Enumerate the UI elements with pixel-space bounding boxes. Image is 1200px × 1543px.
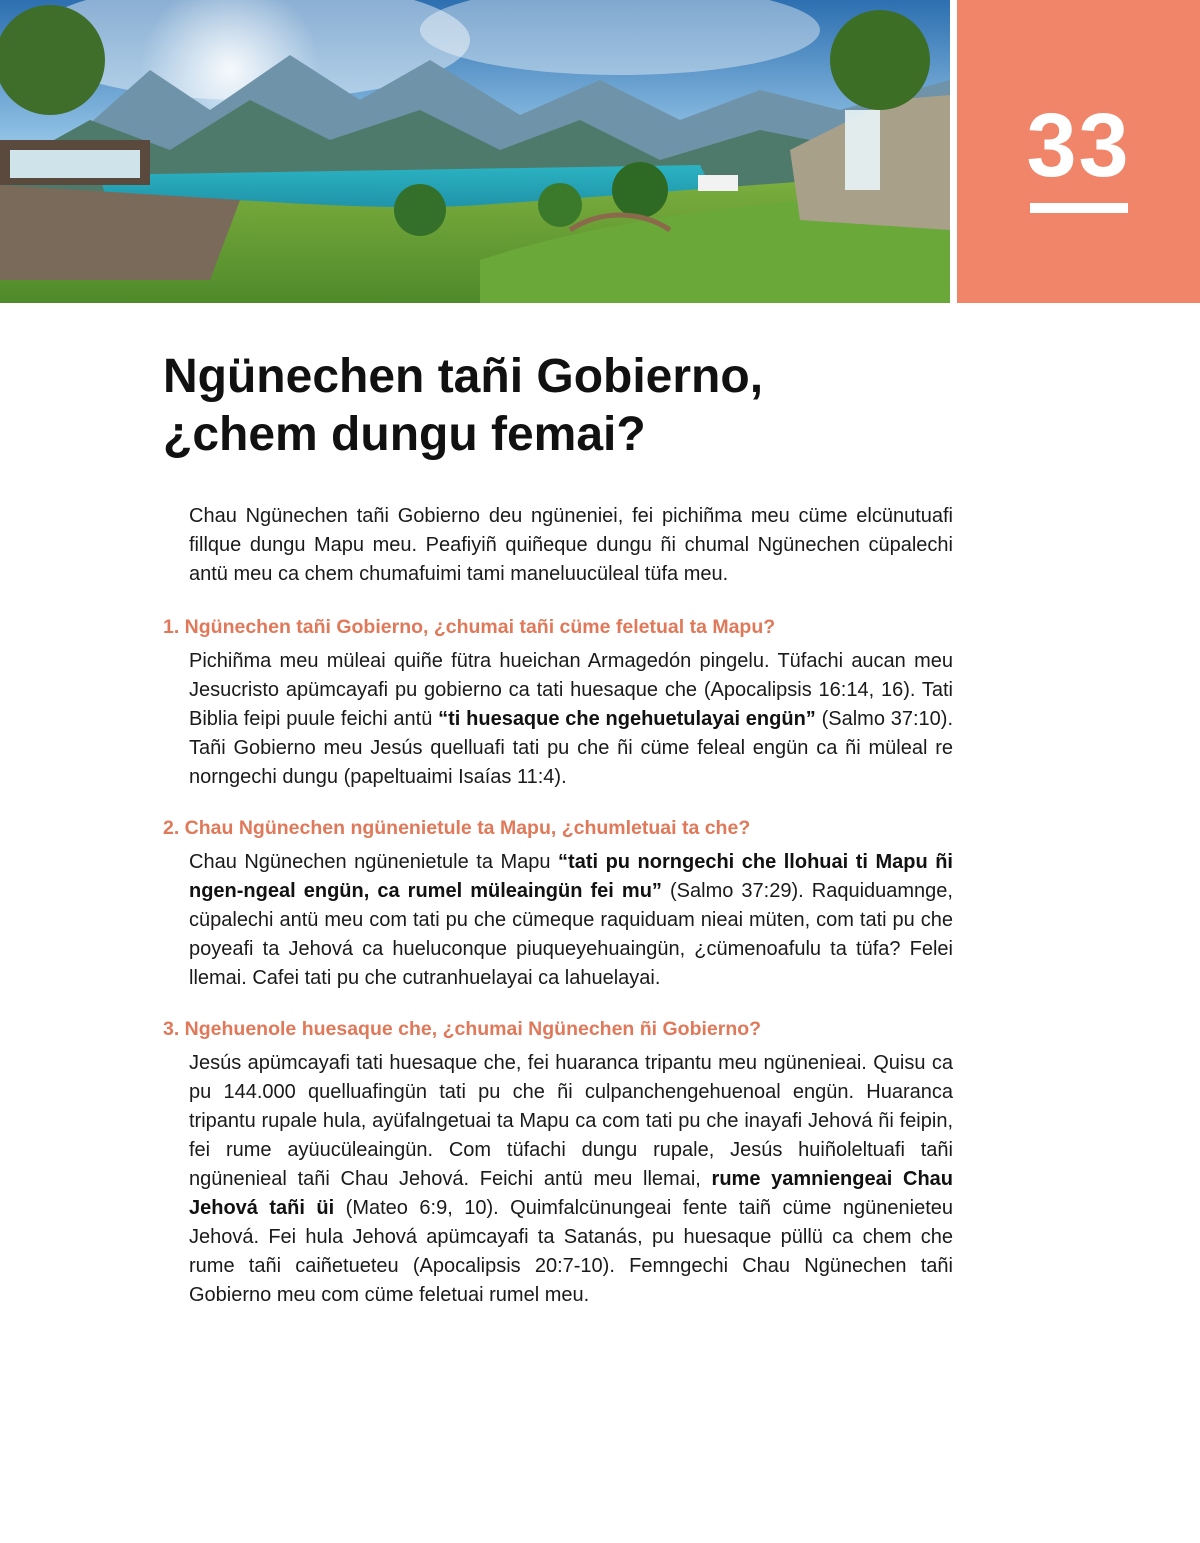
lesson-body — [163, 502, 953, 1332]
question-heading: 3. Ngehuenole huesaque che, ¿chumai Ngünechen ñi Gobierno? — [163, 1018, 762, 1040]
lesson-number-tab — [957, 0, 1200, 303]
title-line-2: ¿chem dungu femai? — [163, 408, 646, 461]
section-paragraph — [189, 1049, 953, 1310]
question-heading: 2. Chau Ngünechen ngünenietule ta Mapu, ¿chumletuai ta che? — [163, 817, 751, 839]
paragraph-text: (Salmo 37:10). Tañi Gobierno meu Jesús quelluafi tati pu che ñi cüme feleal engün ca ñi müleal re norngechi dungu (papeltuaimi Isaías 11:4). — [189, 708, 953, 788]
paragraph-text: (Mateo 6:9, 10). Quimfalcünungeai fente taiñ cüme ngünenieteu Jehová. Fei hula Jehová apümcayafi ta Satanás, pu huesaque püllü ca chem che rume tañi caiñetueteu (Apocalipsis 20:7-10). Femngechi Chau Ngünechen tañi Gobierno meu com cüme feletuai rumel meu. — [189, 1197, 953, 1306]
question-heading: 1. Ngünechen tañi Gobierno, ¿chumai tañi cüme feletual ta Mapu? — [163, 616, 776, 638]
lesson-number: 33 — [1026, 96, 1131, 196]
paragraph-text: (Salmo 37:29). Raquiduamnge, cüpalechi antü meu com tati pu che cümeque raquiduam nieai müten, com tati pu che poyeafi ta Jehová ca hueluconque piuqueyehuaingün, ¿cümenoafulu ta tüfa? Felei llemai. Cafei tati pu che cutranhuelayai ca lahuelayai. — [189, 880, 953, 989]
paragraph-bold-quote: rume yamniengeai Chau Jehová tañi üi — [189, 1168, 953, 1219]
paragraph-text: Pichiñma meu müleai quiñe fütra hueichan Armagedón pingelu. Tüfachi aucan meu Jesucristo apümcayafi pu gobierno ca tati huesaque che (Apocalipsis 16:14, 16). Tati Biblia feipi puule feichi antü — [189, 650, 953, 730]
title-line-1: Ngünechen tañi Gobierno, — [163, 350, 764, 403]
hero-image — [0, 0, 950, 303]
paragraph-text: Jesús apümcayafi tati huesaque che, fei huaranca tripantu meu ngünenieai. Quisu ca pu 144.000 quelluafingün tati pu che ñi culpanchengehuenoal engün. Huaranca tripantu rupale hula, ayüfalngetuai ta Mapu ca com tati pu che inayafi Jehová ñi feipin, fei rume ayüucüleaingün. Com tüfachi dungu rupale, Jesús huiñoleltuafi tañi ngünenieal tañi Chau Jehová. Feichi antü meu llemai, — [189, 1052, 953, 1190]
lesson-number-underline — [1030, 203, 1128, 213]
section-paragraph — [189, 848, 953, 993]
page-title — [163, 348, 953, 464]
paragraph-text: Chau Ngünechen ngünenietule ta Mapu — [189, 851, 559, 873]
paragraph-bold-quote: “tati pu norngechi che llohuai ti Mapu ñi ngen-ngeal engün, ca rumel müleaingün fei mu” — [189, 851, 953, 902]
section-3 — [163, 1015, 953, 1310]
intro-paragraph: Chau Ngünechen tañi Gobierno deu ngüneniei, fei pichiñma meu cüme elcünutuafi fillque dungu Mapu meu. Peafiyiñ quiñeque dungu ñi chumal Ngünechen cüpalechi antü meu ca chem chumafuimi tami maneluucüleal tüfa meu. — [189, 505, 953, 585]
section-1 — [163, 613, 953, 792]
paragraph-bold-quote: “ti huesaque che ngehuetulayai engün” — [438, 708, 816, 730]
section-2 — [163, 814, 953, 993]
section-paragraph — [189, 647, 953, 792]
